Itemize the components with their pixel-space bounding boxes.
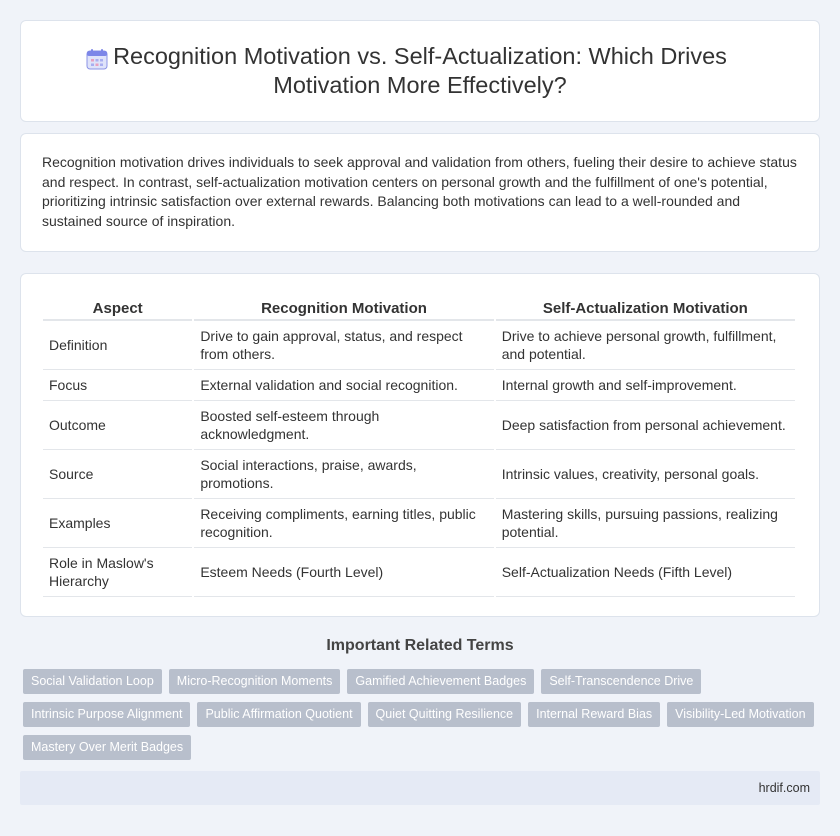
intro-paragraph: Recognition motivation drives individuals to seek approval and validation from others, fueling their desire to achieve status and respect. In contrast, self-actualization motivation centers on personal growth and the fulfillment of one's potential, prioritizing intrinsic satisfaction over external rewards. Balancing both motivations can lead to a well-rounded and sustained source of inspiration.	[42, 154, 797, 229]
calendar-icon	[86, 48, 108, 70]
tag-public-affirmation-quotient[interactable]: Public Affirmation Quotient	[197, 702, 360, 727]
table-cell: Internal growth and self-improvement.	[496, 370, 795, 401]
tag-row	[23, 735, 823, 760]
table-header-row	[43, 296, 795, 321]
related-terms-heading: Important Related Terms	[326, 637, 514, 654]
tag-row	[23, 669, 823, 694]
table-row	[43, 499, 795, 548]
table-cell: Esteem Needs (Fourth Level)	[194, 548, 493, 597]
table-cell: Deep satisfaction from personal achievement.	[496, 401, 795, 450]
tag-internal-reward-bias[interactable]: Internal Reward Bias	[528, 702, 660, 727]
table-cell: Drive to achieve personal growth, fulfillment, and potential.	[496, 321, 795, 370]
title-card	[20, 20, 820, 122]
table-cell: Examples	[43, 499, 192, 548]
tag-micro-recognition-moments[interactable]: Micro-Recognition Moments	[169, 669, 341, 694]
table-cell: Mastering skills, pursuing passions, realizing potential.	[496, 499, 795, 548]
title-line-1: Recognition Motivation vs. Self-Actualization: Which Drives	[113, 43, 727, 69]
footer-site-link[interactable]: hrdif.com	[758, 781, 810, 795]
tag-mastery-over-merit-badges[interactable]: Mastery Over Merit Badges	[23, 735, 191, 760]
table-cell: Definition	[43, 321, 192, 370]
comparison-table	[41, 296, 797, 597]
table-row	[43, 450, 795, 499]
table-cell: Boosted self-esteem through acknowledgment.	[194, 401, 493, 450]
tag-quiet-quitting-resilience[interactable]: Quiet Quitting Resilience	[368, 702, 522, 727]
table-cell: External validation and social recognition.	[194, 370, 493, 401]
table-cell: Outcome	[43, 401, 192, 450]
table-cell: Intrinsic values, creativity, personal goals.	[496, 450, 795, 499]
table-row	[43, 370, 795, 401]
table-row	[43, 548, 795, 597]
title-wrap	[80, 42, 760, 100]
related-terms-tags	[23, 669, 823, 768]
footer	[20, 771, 820, 805]
intro-card	[20, 133, 820, 252]
tag-gamified-achievement-badges[interactable]: Gamified Achievement Badges	[347, 669, 534, 694]
header-self-actualization: Self-Actualization Motivation	[496, 296, 795, 321]
page-title	[80, 42, 760, 100]
tag-self-transcendence-drive[interactable]: Self-Transcendence Drive	[541, 669, 701, 694]
table-row	[43, 401, 795, 450]
table-cell: Focus	[43, 370, 192, 401]
table-cell: Social interactions, praise, awards, promotions.	[194, 450, 493, 499]
tag-social-validation-loop[interactable]: Social Validation Loop	[23, 669, 162, 694]
tag-visibility-led-motivation[interactable]: Visibility-Led Motivation	[667, 702, 813, 727]
tag-intrinsic-purpose-alignment[interactable]: Intrinsic Purpose Alignment	[23, 702, 190, 727]
table-row	[43, 321, 795, 370]
tag-row	[23, 702, 823, 727]
comparison-card	[20, 273, 820, 617]
table-cell: Role in Maslow's Hierarchy	[43, 548, 192, 597]
header-aspect: Aspect	[43, 296, 192, 321]
table-cell: Receiving compliments, earning titles, public recognition.	[194, 499, 493, 548]
header-recognition: Recognition Motivation	[194, 296, 493, 321]
table-cell: Source	[43, 450, 192, 499]
title-line-2: Motivation More Effectively?	[273, 72, 567, 98]
table-cell: Self-Actualization Needs (Fifth Level)	[496, 548, 795, 597]
table-cell: Drive to gain approval, status, and respect from others.	[194, 321, 493, 370]
